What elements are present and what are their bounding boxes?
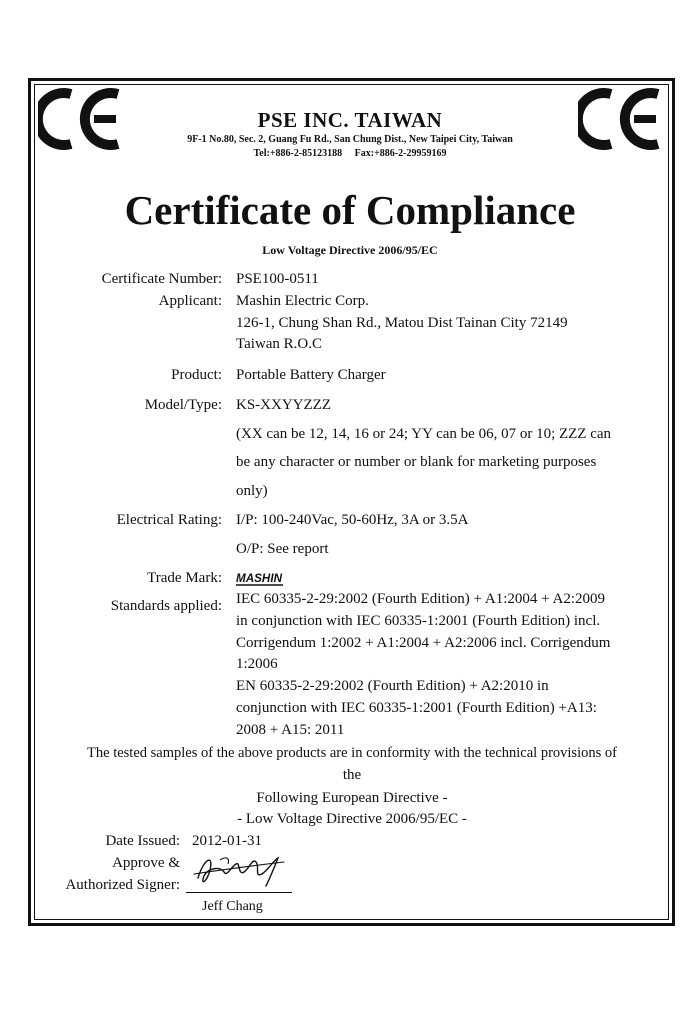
standards-label: Standards applied: — [110, 598, 222, 614]
company-contact: Tel:+886-2-85123188 Fax:+886-2-29959169 — [253, 148, 447, 159]
approve-label: Approve & — [112, 855, 180, 871]
applicant-name: Mashin Electric Corp. — [236, 293, 369, 309]
model-note-line: be any character or number or blank for marketing purposes — [236, 454, 597, 470]
company-name: PSE INC. TAIWAN — [257, 108, 443, 132]
applicant-country: Taiwan R.O.C — [236, 336, 323, 352]
standards-line: 2008 + A15: 2011 — [236, 722, 345, 738]
electrical-rating-output: O/P: See report — [236, 541, 329, 557]
signature-image — [190, 848, 290, 892]
applicant-label: Applicant: — [158, 293, 222, 309]
certificate-subtitle: Low Voltage Directive 2006/95/EC — [262, 243, 438, 257]
product-value: Portable Battery Charger — [236, 367, 386, 383]
trade-mark-label: Trade Mark: — [147, 570, 222, 586]
standards-line: 1:2006 — [236, 656, 278, 672]
applicant-address: 126-1, Chung Shan Rd., Matou Dist Tainan City 72149 — [236, 315, 568, 331]
date-issued-value: 2012-01-31 — [192, 833, 262, 849]
conformity-statement: The tested samples of the above products are in conformity with the technical provisions of — [87, 745, 617, 761]
electrical-rating-input: I/P: 100-240Vac, 50-60Hz, 3A or 3.5A — [236, 512, 469, 528]
svg-text:MASHIN: MASHIN — [236, 571, 283, 585]
authorized-signer-label: Authorized Signer: — [65, 877, 180, 893]
date-issued-label: Date Issued: — [105, 833, 180, 849]
certificate-number-label: Certificate Number: — [101, 271, 222, 287]
model-type-value: KS-XXYYZZZ — [236, 397, 331, 413]
certificate-number-value: PSE100-0511 — [236, 271, 319, 287]
model-note-line: (XX can be 12, 14, 16 or 24; YY can be 06, 07 or 10; ZZZ can — [236, 426, 612, 442]
standards-line: Corrigendum 1:2002 + A1:2004 + A2:2006 incl. Corrigendum — [236, 635, 611, 651]
standards-line: EN 60335-2-29:2002 (Fourth Edition) + A2:2010 in — [236, 678, 549, 694]
electrical-rating-label: Electrical Rating: — [116, 512, 222, 528]
standards-line: conjunction with IEC 60335-1:2001 (Fourth Edition) +A13: — [236, 700, 597, 716]
directive-name: - Low Voltage Directive 2006/95/EC - — [237, 811, 467, 827]
mashin-trademark-logo — [235, 569, 285, 587]
signer-name: Jeff Chang — [202, 899, 263, 914]
directive-intro: Following European Directive - — [256, 790, 448, 806]
signature-line — [186, 892, 292, 893]
model-type-label: Model/Type: — [144, 397, 222, 413]
company-address: 9F-1 No.80, Sec. 2, Guang Fu Rd., San Chung Dist., New Taipei City, Taiwan — [187, 134, 513, 145]
conformity-statement-cont: the — [342, 767, 362, 783]
standards-line: in conjunction with IEC 60335-1:2001 (Fourth Edition) incl. — [236, 613, 601, 629]
model-note-line: only) — [236, 483, 268, 499]
standards-line: IEC 60335-2-29:2002 (Fourth Edition) + A1:2004 + A2:2009 — [236, 591, 605, 607]
certificate-title: Certificate of Compliance — [124, 187, 576, 233]
product-label: Product: — [171, 367, 222, 383]
